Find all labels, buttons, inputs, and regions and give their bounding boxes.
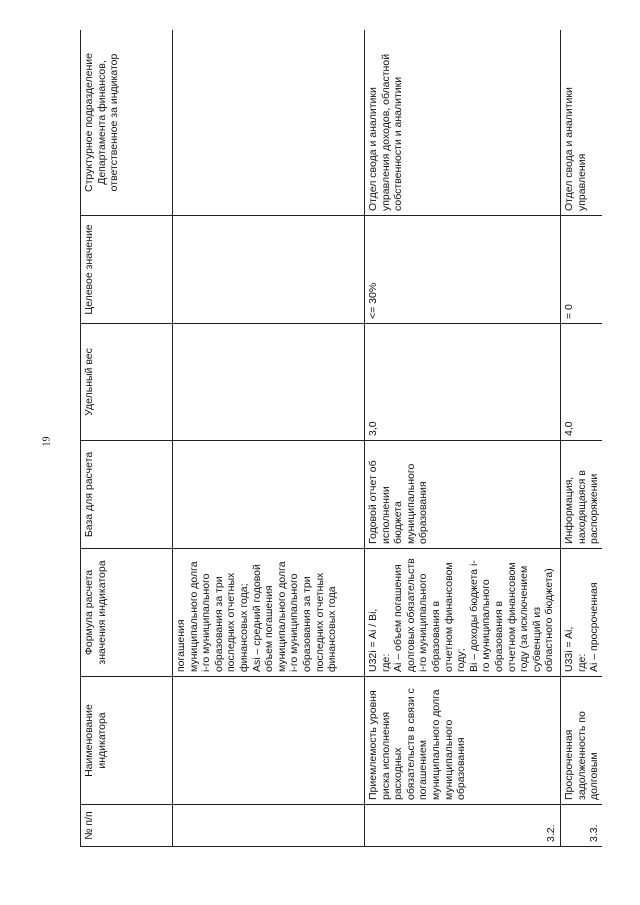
table-row-3-3	[561, 30, 603, 847]
table-row-3-2	[365, 30, 561, 847]
header-dept: Структурное подразделение Департамента финансов, ответственное за индикатор	[81, 30, 173, 216]
cell-formula	[365, 549, 561, 677]
formula-line: где:	[575, 653, 588, 672]
header-base: База для расчета	[81, 441, 173, 549]
formula-line: Аsi – средний годовой объем погашения муниципального долга i-го муниципального образования за три последних отчетных финансовых года	[250, 561, 339, 672]
cell-dept: Отдел свода и аналитики управления	[561, 30, 603, 216]
formula-line: Bi – доходы бюджета i-го муниципального образования в отчетном финансовом году (за исключением субвенций из областного бюджета)	[467, 560, 556, 672]
cell-name: Просроченная задолженность по долговым	[561, 677, 603, 805]
cell-num: 3.3.	[561, 805, 603, 847]
formula-line: U33i = Ai,	[563, 626, 575, 672]
cell-name	[173, 677, 365, 805]
cell-dept	[173, 30, 365, 216]
cell-formula	[173, 549, 365, 677]
indicators-table	[80, 30, 602, 847]
page-number: 19	[41, 436, 53, 447]
table-row-continuation	[173, 30, 365, 847]
cell-base: Информация, находящаяся в распоряжении	[561, 441, 603, 549]
header-num: № п/п	[81, 805, 173, 847]
formula-line: U32i = Ai / Bi,	[367, 608, 379, 672]
cell-weight	[173, 324, 365, 441]
cell-num	[173, 805, 365, 847]
formula-line: Ai – объем погашения долговых обязательств i-го муниципального образования в отчетном финансовом году;	[392, 558, 468, 672]
cell-dept: Отдел свода и аналитики управления доходов, областной собственности и аналитики	[365, 30, 561, 216]
rotated-table-wrapper	[80, 30, 602, 847]
cell-target	[173, 216, 365, 324]
cell-weight: 3,0	[365, 324, 561, 441]
cell-weight: 4,0	[561, 324, 603, 441]
cell-target: = 0	[561, 216, 603, 324]
cell-base: Годовой отчет об исполнении бюджета муниципального образования	[365, 441, 561, 549]
formula-line: где:	[379, 653, 392, 672]
rotated-page-area	[80, 30, 602, 847]
formula-line: погашения муниципального долга i-го муниципального образования за три последних отчетных финансовых года;	[175, 561, 250, 672]
header-target: Целевое значение	[81, 216, 173, 324]
header-name: Наименование индикатора	[81, 677, 173, 805]
cell-formula	[561, 549, 603, 677]
cell-name: Приемлемость уровня риска исполнения расходных обязательств в связи с погашением муниципального долга муниципального образования	[365, 677, 561, 805]
cell-base	[173, 441, 365, 549]
table-header-row	[81, 30, 173, 847]
header-weight: Удельный вес	[81, 324, 173, 441]
cell-num: 3.2.	[365, 805, 561, 847]
header-formula: Формула расчета значения индикатора	[81, 549, 173, 677]
cell-target: <= 30%	[365, 216, 561, 324]
formula-line: Ai – просроченная	[588, 582, 601, 672]
